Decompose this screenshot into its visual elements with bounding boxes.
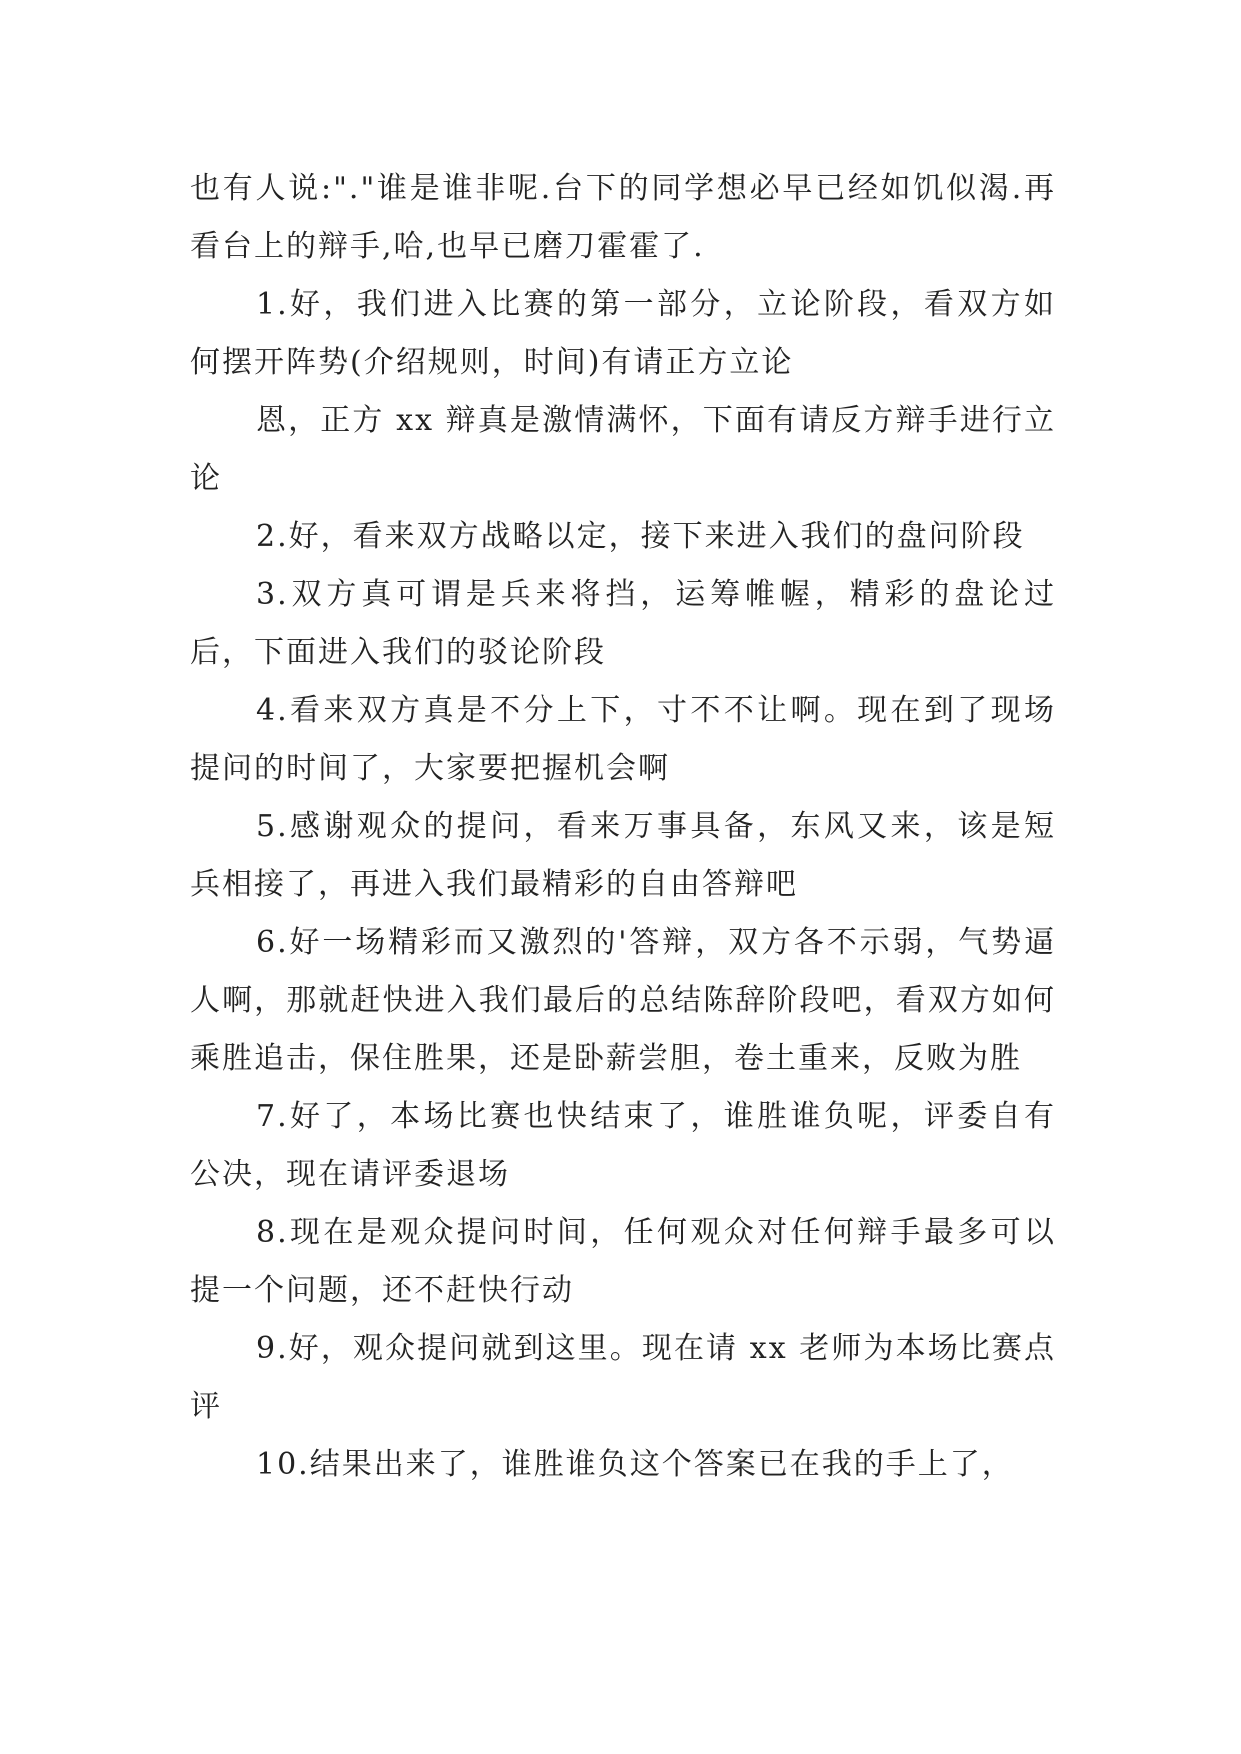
paragraph-item-3: 3.双方真可谓是兵来将挡，运筹帷幄，精彩的盘论过后，下面进入我们的驳论阶段 [190, 577, 1056, 670]
paragraph-item-5: 5.感谢观众的提问，看来万事具备，东风又来，该是短兵相接了，再进入我们最精彩的自由答辩吧 [190, 809, 1056, 902]
paragraph-item-6: 6.好一场精彩而又激烈的'答辩，双方各不示弱，气势逼人啊，那就赶快进入我们最后的总结陈辞阶段吧，看双方如何乘胜追击，保住胜果，还是卧薪尝胆，卷土重来，反败为胜 [190, 925, 1056, 1076]
paragraph-item-10: 10.结果出来了，谁胜谁负这个答案已在我的手上了， [256, 1447, 1014, 1482]
paragraph-item-9: 9.好，观众提问就到这里。现在请 xx 老师为本场比赛点评 [190, 1331, 1056, 1424]
paragraph-item-8: 8.现在是观众提问时间，任何观众对任何辩手最多可以提一个问题，还不赶快行动 [190, 1215, 1056, 1308]
document-body [190, 160, 1056, 1494]
paragraph-item-7: 7.好了，本场比赛也快结束了，谁胜谁负呢，评委自有公决，现在请评委退场 [190, 1099, 1056, 1192]
paragraph-item-2: 2.好，看来双方战略以定，接下来进入我们的盘问阶段 [256, 519, 1025, 554]
paragraph-item-1-followup: 恩，正方 xx 辩真是激情满怀，下面有请反方辩手进行立论 [190, 403, 1056, 496]
paragraph-item-4: 4.看来双方真是不分上下，寸不不让啊。现在到了现场提问的时间了，大家要把握机会啊 [190, 693, 1056, 786]
paragraph-item-1: 1.好，我们进入比赛的第一部分，立论阶段，看双方如何摆开阵势(介绍规则，时间)有请正方立论 [190, 287, 1056, 380]
paragraph-intro: 也有人说:"."谁是谁非呢.台下的同学想必早已经如饥似渴.再看台上的辩手,哈,也早已磨刀霍霍了. [190, 171, 1056, 264]
